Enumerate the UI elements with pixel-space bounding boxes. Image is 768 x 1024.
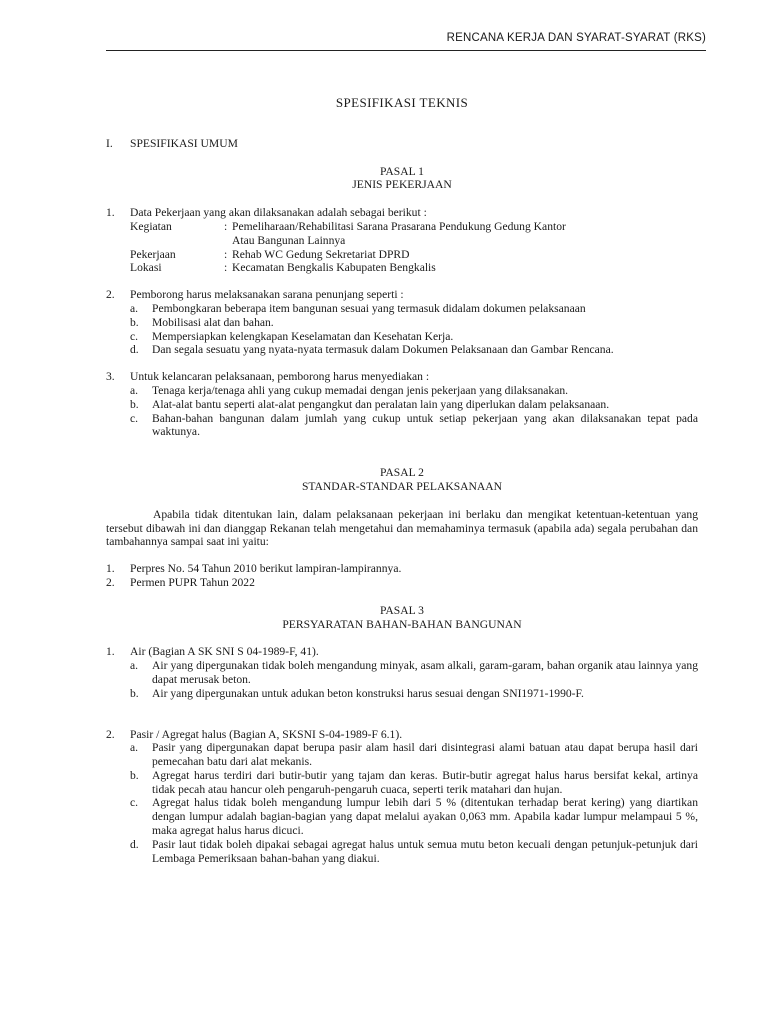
pasal-3-item-2: 2. Pasir / Agregat halus (Bagian A, SKSNI S-04-1989-F 6.1). a. Pasir yang dipergunakan dapat berupa pasir alam hasil dari disintegrasi alami batuan atau dapat berupa hasil dari pemecahan batu dari alat mekanis. b. Agregat harus terdiri dari butir-butir yang tajam dan keras. Butir-butir agregat halus harus bersifat kekal, artinya tidak pecah atau hancur oleh pengaruh-pengaruh cuaca, seperti terik matahari dan hujan. c. Agregat halus tidak boleh mengandung lumpur lebih dari 5 % (ditentukan terhadap berat kering) yang diartikan dengan lumpur adalah bagian-bagian yang dapat melalui ayakan 0,063 mm. Apabila kadar lumpur melampaui 5 %, maka agregat halus harus dicuci. d. Pasir laut tidak boleh dipakai sebagai agregat halus untuk semua mutu beton kecuali dengan petunjuk-petunjuk dari Lembaga Pemeriksaan bahan-bahan yang diakui.: [106, 727, 698, 865]
sub-item: b. Agregat harus terdiri dari butir-butir yang tajam dan keras. Butir-butir agregat halus harus bersifat kekal, artinya tidak pecah atau hancur oleh pengaruh-pengaruh cuaca, seperti terik matahari dan hujan.: [130, 768, 698, 796]
page-header: [106, 28, 706, 51]
item-intro: Pasir / Agregat halus (Bagian A, SKSNI S-04-1989-F 6.1).: [130, 727, 403, 741]
pasal-2-label: PASAL 2: [380, 466, 424, 480]
item-intro: Untuk kelancaran pelaksanaan, pemborong harus menyediakan :: [130, 370, 430, 384]
pasal-2-item-1: 1. Perpres No. 54 Tahun 2010 berikut lampiran-lampirannya.: [106, 562, 402, 576]
sub-item: d. Pasir laut tidak boleh dipakai sebagai agregat halus untuk semua mutu beton kecuali dengan petunjuk-petunjuk dari Lembaga Pemeriksaan bahan-bahan yang diakui.: [130, 837, 698, 865]
sub-item: a. Air yang dipergunakan tidak boleh mengandung minyak, asam alkali, garam-garam, bahan organik atau lainnya yang dapat merusak beton.: [130, 659, 698, 686]
sub-item: b. Mobilisasi alat dan bahan.: [130, 315, 274, 329]
document-body: [106, 96, 698, 865]
pasal-3-item-1: 1. Air (Bagian A SK SNI S 04-1989-F, 41). a. Air yang dipergunakan tidak boleh mengandung minyak, asam alkali, garam-garam, bahan organik atau lainnya yang dapat merusak beton. b. Air yang dipergunakan untuk adukan beton konstruksi harus sesuai dengan SNI1971-1990-F.: [106, 645, 698, 700]
pasal-3-label: PASAL 3: [380, 603, 424, 617]
pasal-2-title: STANDAR-STANDAR PELAKSANAAN: [301, 479, 503, 493]
kv-row: Kegiatan : Pemeliharaan/Rehabilitasi Sarana Prasarana Pendukung Gedung Kantor: [130, 219, 566, 233]
item-intro: Air (Bagian A SK SNI S 04-1989-F, 41).: [130, 645, 319, 659]
document-title: SPESIFIKASI TEKNIS: [335, 95, 469, 110]
sub-item: b. Alat-alat bantu seperti alat-alat pengangkut dan peralatan lain yang diperlukan dalam pelaksanaan.: [130, 397, 610, 411]
sub-item: c. Agregat halus tidak boleh mengandung lumpur lebih dari 5 % (ditentukan terhadap berat kering) yang diartikan dengan lumpur adalah bagian-bagian yang dapat melalui ayakan 0,063 mm. Apabila kadar lumpur melampaui 5 %, maka agregat halus harus dicuci.: [130, 796, 698, 838]
pasal-2-item-2: 2. Permen PUPR Tahun 2022: [106, 575, 255, 589]
pasal-1-item-2: 2. Pemborong harus melaksanakan sarana penunjang seperti : a. Pembongkaran beberapa item bangunan sesuai yang termasuk didalam dokumen pelaksanaan b. Mobilisasi alat dan bahan. c. Mempersiapkan kelengkapan Keselamatan dan Kesehatan Kerja. d. Dan segala sesuatu yang nyata-nyata termasuk dalam Dokumen Pelaksanaan dan Gambar Rencana.: [106, 288, 698, 357]
pasal-3-title: PERSYARATAN BAHAN-BAHAN BANGUNAN: [282, 617, 522, 631]
section-heading: [106, 137, 698, 151]
section-title: SPESIFIKASI UMUM: [130, 136, 238, 150]
sub-item: a. Pasir yang dipergunakan dapat berupa pasir alam hasil dari disintegrasi alami batuan atau dapat berupa hasil dari pemecahan batu dari alat mekanis.: [130, 741, 698, 769]
sub-item: c. Mempersiapkan kelengkapan Keselamatan dan Kesehatan Kerja.: [130, 329, 454, 343]
sub-item: b. Air yang dipergunakan untuk adukan beton konstruksi harus sesuai dengan SNI1971-1990-F.: [130, 686, 584, 700]
sub-item: a. Pembongkaran beberapa item bangunan sesuai yang termasuk didalam dokumen pelaksanaan: [130, 301, 586, 315]
sub-item: c. Bahan-bahan bangunan dalam jumlah yang cukup untuk setiap pekerjaan yang akan dilaksanakan tepat pada waktunya.: [130, 411, 698, 439]
pasal-2-paragraph: Apabila tidak ditentukan lain, dalam pelaksanaan pekerjaan ini berlaku dan mengikat ketentuan-ketentuan yang tersebut dibawah ini dan dianggap Rekanan telah mengetahui dan memahaminya termasuk (apabila ada) segala perubahan dan tambahannya sampai saat ini yaitu:: [106, 507, 698, 549]
pasal-1-title: JENIS PEKERJAAN: [352, 178, 452, 192]
pasal-1-label: PASAL 1: [380, 164, 424, 178]
section-number: I.: [106, 136, 113, 150]
kv-row: Pekerjaan : Rehab WC Gedung Sekretariat DPRD: [130, 247, 410, 261]
header-title: RENCANA KERJA DAN SYARAT-SYARAT (RKS): [446, 32, 706, 44]
kv-row: Lokasi : Kecamatan Bengkalis Kabupaten Bengkalis: [130, 261, 436, 275]
sub-item: d. Dan segala sesuatu yang nyata-nyata termasuk dalam Dokumen Pelaksanaan dan Gambar Rencana.: [130, 343, 614, 357]
item-intro: Pemborong harus melaksanakan sarana penunjang seperti :: [130, 288, 404, 302]
sub-item: a. Tenaga kerja/tenaga ahli yang cukup memadai dengan jenis pekerjaan yang dilaksanakan.: [130, 383, 569, 397]
pasal-1-item-1: 1. Data Pekerjaan yang akan dilaksanakan adalah sebagai berikut : Kegiatan : Pemeliharaan/Rehabilitasi Sarana Prasarana Pendukung Gedung Kantor Atau Bangunan Lainnya Pekerjaan : Rehab WC Gedung Sekretariat DPRD Lokasi : Kecamatan Bengkalis Kabupaten Bengkalis: [106, 206, 698, 275]
item-intro: Data Pekerjaan yang akan dilaksanakan adalah sebagai berikut :: [130, 206, 427, 220]
kv-row: Atau Bangunan Lainnya: [232, 233, 346, 247]
pasal-1-item-3: 3. Untuk kelancaran pelaksanaan, pemborong harus menyediakan : a. Tenaga kerja/tenaga ahli yang cukup memadai dengan jenis pekerjaan yang dilaksanakan. b. Alat-alat bantu seperti alat-alat pengangkut dan peralatan lain yang diperlukan dalam pelaksanaan. c. Bahan-bahan bangunan dalam jumlah yang cukup untuk setiap pekerjaan yang akan dilaksanakan tepat pada waktunya.: [106, 370, 698, 439]
